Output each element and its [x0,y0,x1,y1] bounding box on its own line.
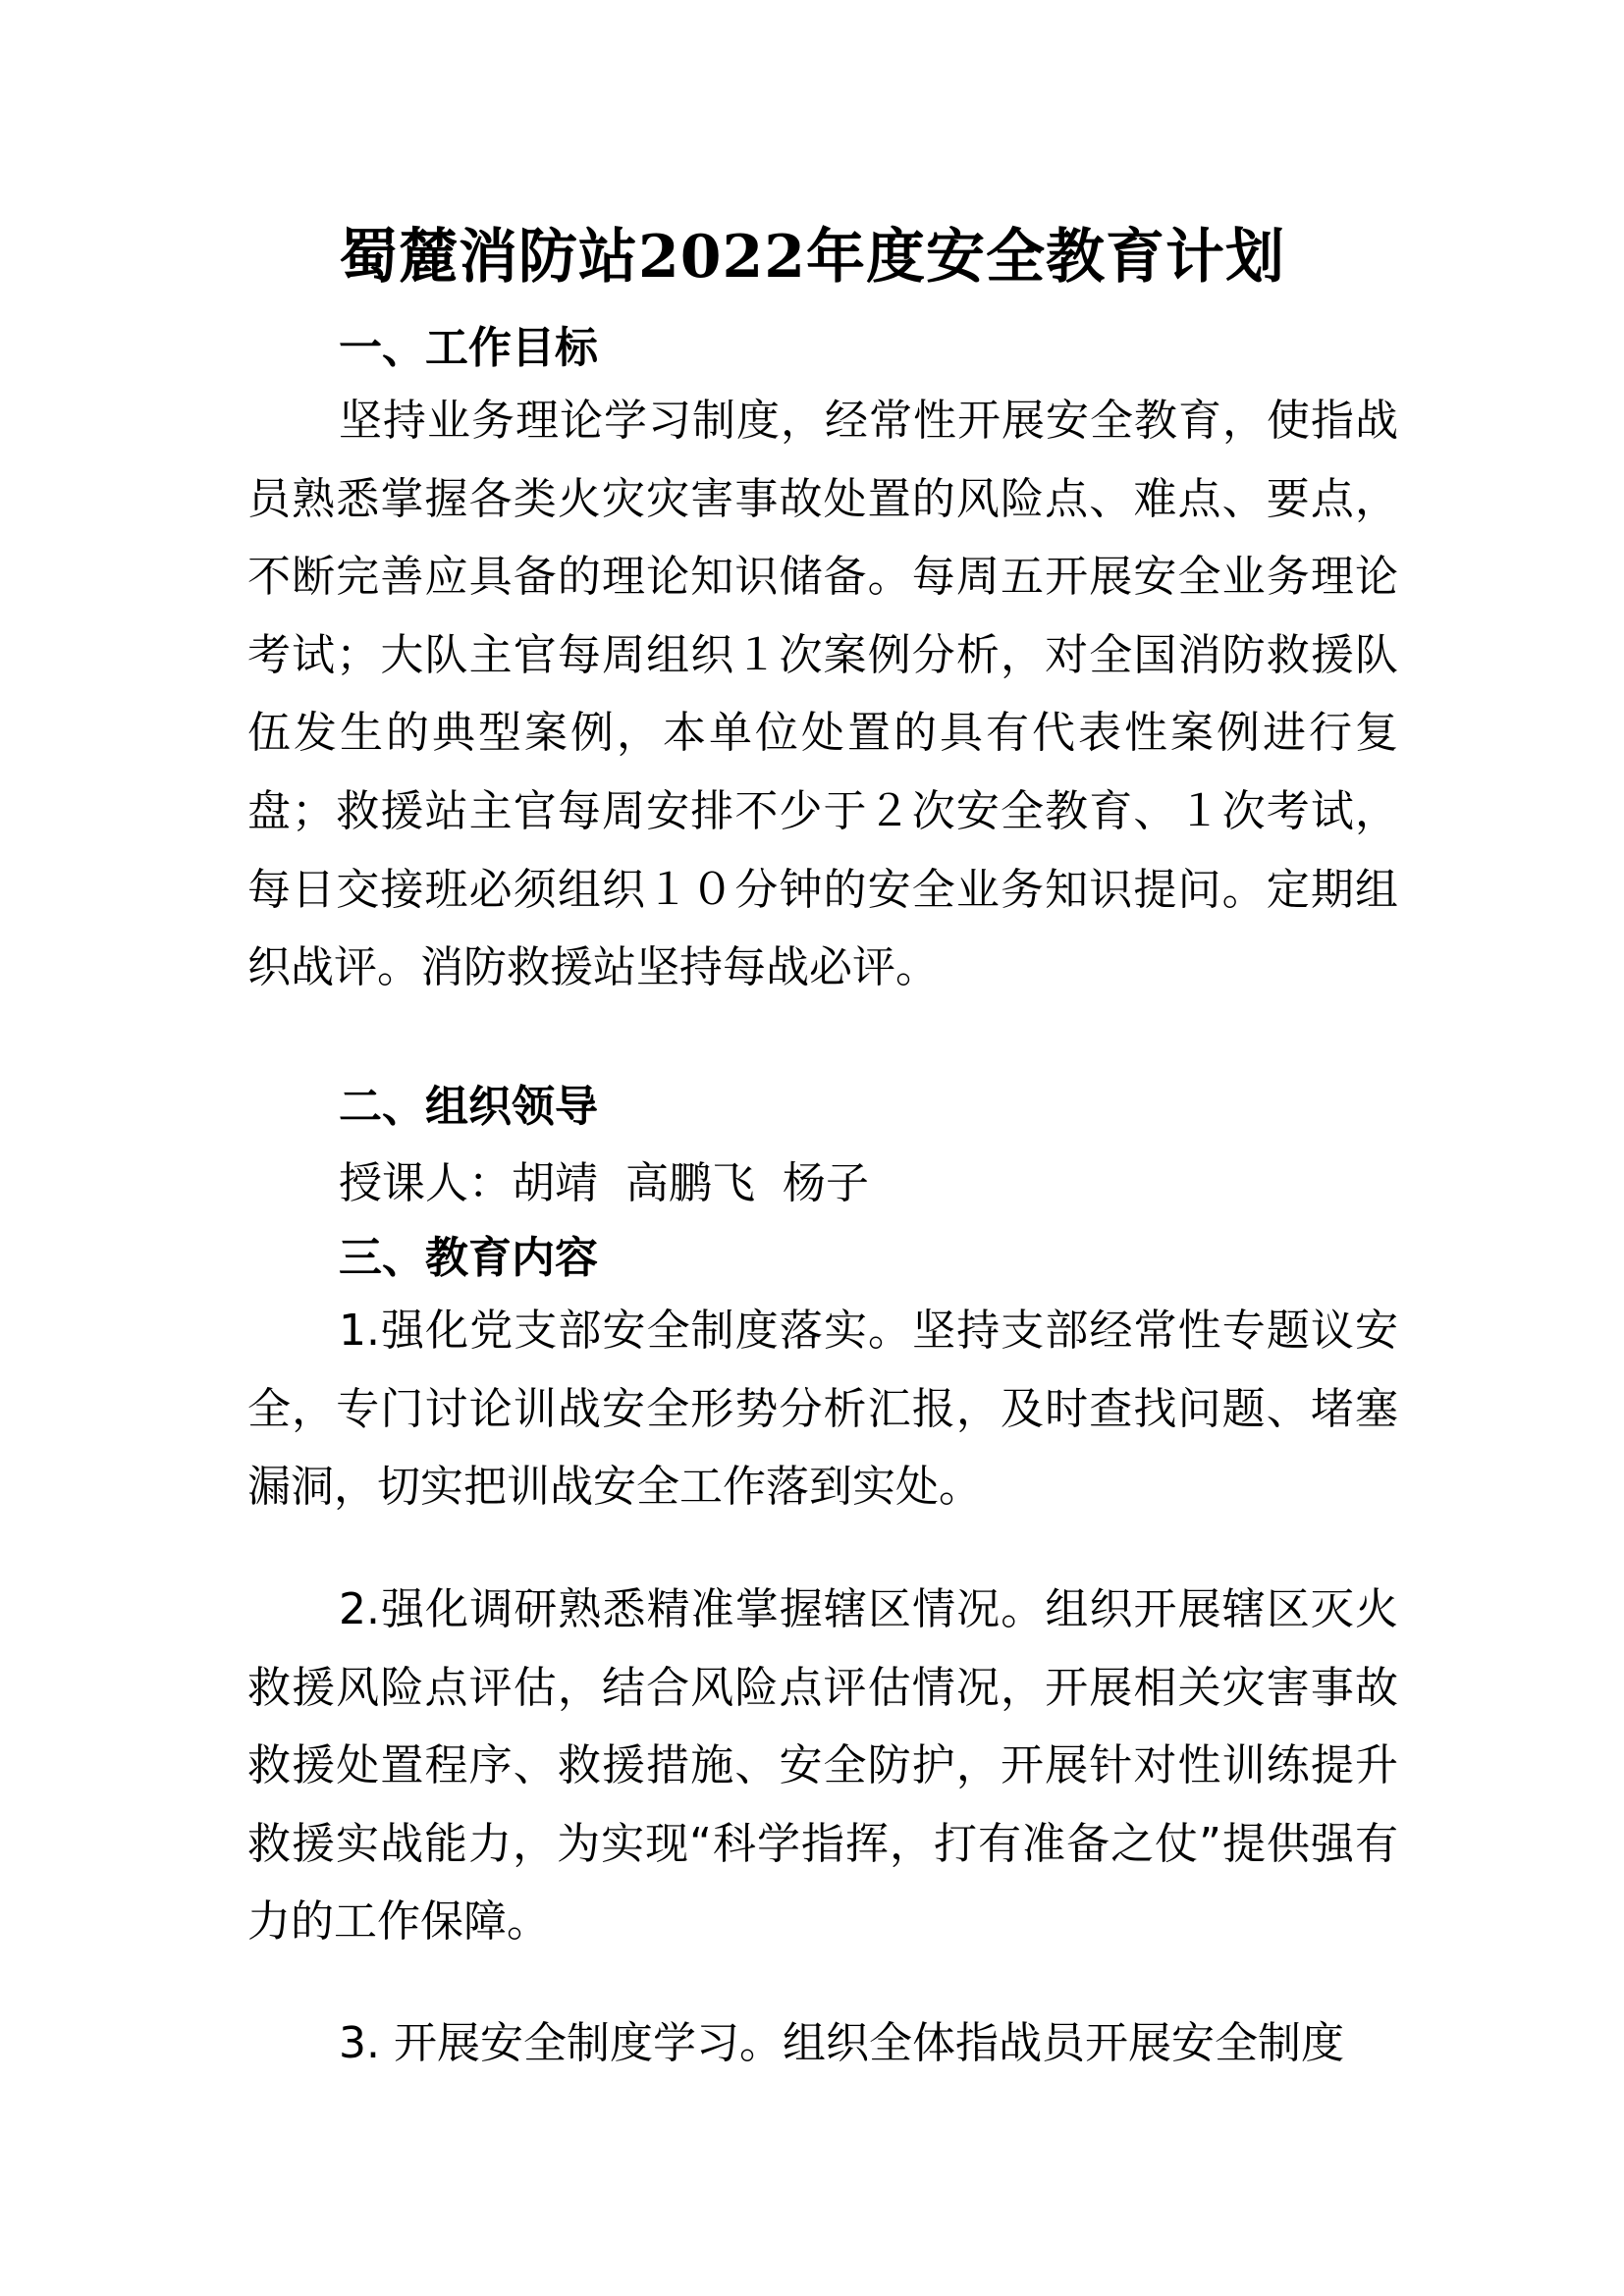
document-title: 蜀麓消防站2022年度安全教育计划 [339,223,1285,292]
section-heading-content: 三、教育内容 [339,1233,598,1283]
instructors-line: 授课人：胡靖 高鹏飞 杨子 [339,1158,869,1208]
paragraph-goals: 坚持业务理论学习制度，经常性开展安全教育，使指战员熟悉掌握各类火灾灾害事故处置的风险点、难点、要点，不断完善应具备的理论知识储备。每周五开展安全业务理论考试；大队主官每周组织１次案例分析，对全国消防救援队伍发生的典型案例，本单位处置的具有代表性案例进行复盘；救援站主官每周安排不少于２次安全教育、１次考试，每日交接班必须组织１０分钟的安全业务知识提问。定期组织战评。消防救援站坚持每战必评。 [247,396,1398,993]
paragraph-content-1: 1.强化党支部安全制度落实。坚持支部经常性专题议安全，专门讨论训战安全形势分析汇报，及时查找问题、堵塞漏洞，切实把训战安全工作落到实处。 [247,1306,1398,1513]
section-heading-goals: 一、工作目标 [339,323,598,373]
paragraph-content-2: 2.强化调研熟悉精准掌握辖区情况。组织开展辖区灭火救援风险点评估，结合风险点评估情况，开展相关灾害事故救援处置程序、救援措施、安全防护，开展针对性训练提升救援实战能力，为实现“科学指挥，打有准备之仗”提供强有力的工作保障。 [247,1584,1398,1948]
paragraph-content-3: 3. 开展安全制度学习。组织全体指战员开展安全制度 [339,2018,1344,2068]
section-heading-leadership: 二、组织领导 [339,1082,598,1132]
